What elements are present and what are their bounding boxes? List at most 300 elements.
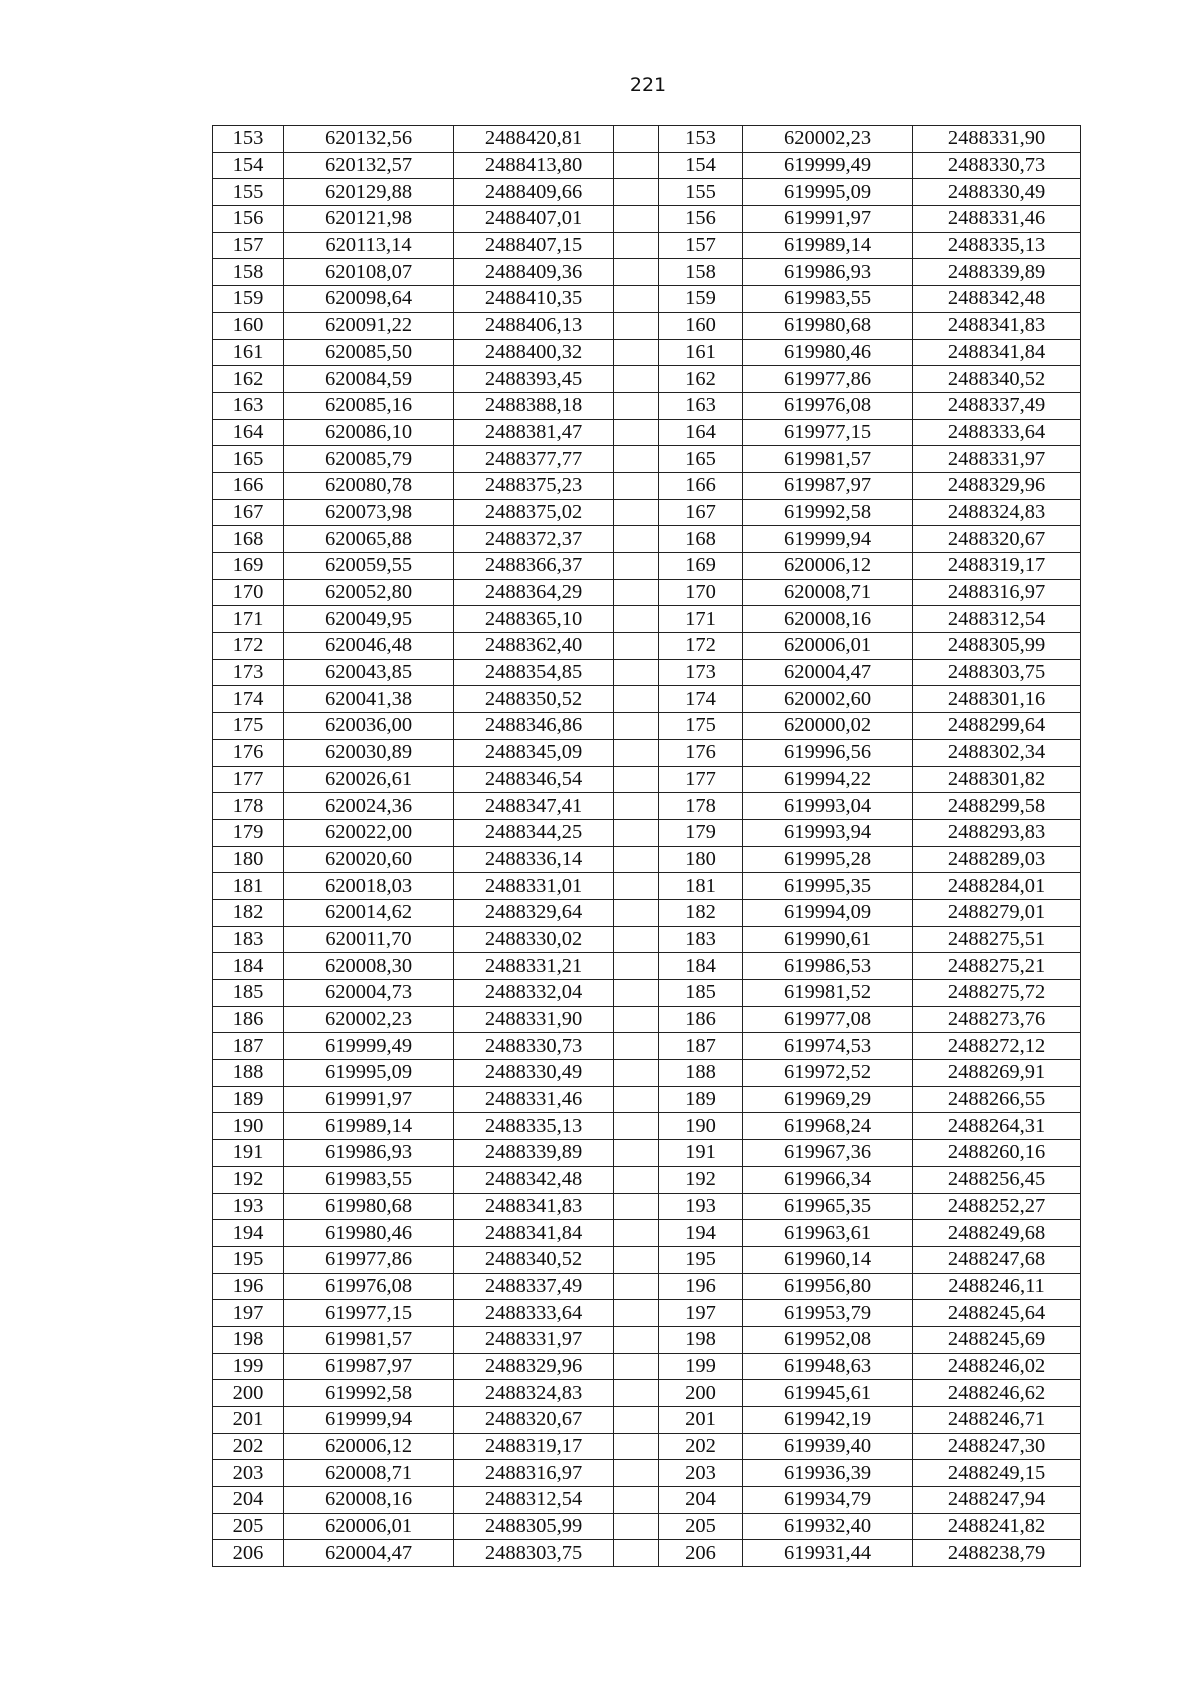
y-coordinate-cell: 2488331,21: [454, 953, 614, 980]
spacer-cell: [614, 446, 659, 473]
point-number-cell: 198: [213, 1326, 284, 1353]
x-coordinate-cell: 620000,02: [743, 713, 913, 740]
spacer-cell: [614, 1166, 659, 1193]
point-number-cell: 179: [213, 819, 284, 846]
table-row: [213, 339, 1081, 366]
x-coordinate-cell: 619980,68: [284, 1193, 454, 1220]
x-coordinate-cell: 620002,60: [743, 686, 913, 713]
x-coordinate-cell: 619931,44: [743, 1540, 913, 1567]
point-number-cell: 182: [659, 899, 743, 926]
x-coordinate-cell: 619969,29: [743, 1086, 913, 1113]
point-number-cell: 176: [659, 739, 743, 766]
spacer-cell: [614, 659, 659, 686]
point-number-cell: 189: [659, 1086, 743, 1113]
x-coordinate-cell: 619999,94: [284, 1407, 454, 1434]
y-coordinate-cell: 2488336,14: [454, 846, 614, 873]
y-coordinate-cell: 2488312,54: [454, 1487, 614, 1514]
spacer-cell: [614, 419, 659, 446]
table-row: [213, 739, 1081, 766]
x-coordinate-cell: 619981,57: [284, 1326, 454, 1353]
x-coordinate-cell: 619983,55: [743, 286, 913, 313]
spacer-cell: [614, 152, 659, 179]
x-coordinate-cell: 619996,56: [743, 739, 913, 766]
point-number-cell: 157: [659, 232, 743, 259]
table-row: [213, 286, 1081, 313]
table-row: [213, 526, 1081, 553]
point-number-cell: 156: [659, 206, 743, 233]
y-coordinate-cell: 2488331,90: [454, 1006, 614, 1033]
x-coordinate-cell: 619936,39: [743, 1460, 913, 1487]
x-coordinate-cell: 620014,62: [284, 899, 454, 926]
table-row: [213, 686, 1081, 713]
y-coordinate-cell: 2488409,66: [454, 179, 614, 206]
y-coordinate-cell: 2488320,67: [913, 526, 1081, 553]
y-coordinate-cell: 2488347,41: [454, 793, 614, 820]
point-number-cell: 165: [659, 446, 743, 473]
table-row: [213, 1060, 1081, 1087]
y-coordinate-cell: 2488319,17: [454, 1433, 614, 1460]
x-coordinate-cell: 620022,00: [284, 819, 454, 846]
x-coordinate-cell: 620046,48: [284, 633, 454, 660]
table-row: [213, 1326, 1081, 1353]
spacer-cell: [614, 1140, 659, 1167]
x-coordinate-cell: 619990,61: [743, 926, 913, 953]
point-number-cell: 187: [213, 1033, 284, 1060]
x-coordinate-cell: 620006,01: [284, 1513, 454, 1540]
point-number-cell: 165: [213, 446, 284, 473]
y-coordinate-cell: 2488299,58: [913, 793, 1081, 820]
point-number-cell: 155: [659, 179, 743, 206]
x-coordinate-cell: 619972,52: [743, 1060, 913, 1087]
x-coordinate-cell: 619965,35: [743, 1193, 913, 1220]
x-coordinate-cell: 619948,63: [743, 1353, 913, 1380]
point-number-cell: 184: [213, 953, 284, 980]
table-row: [213, 1273, 1081, 1300]
point-number-cell: 171: [659, 606, 743, 633]
spacer-cell: [614, 793, 659, 820]
table-row: [213, 1513, 1081, 1540]
point-number-cell: 158: [659, 259, 743, 286]
point-number-cell: 156: [213, 206, 284, 233]
point-number-cell: 201: [213, 1407, 284, 1434]
y-coordinate-cell: 2488362,40: [454, 633, 614, 660]
y-coordinate-cell: 2488344,25: [454, 819, 614, 846]
x-coordinate-cell: 619995,35: [743, 873, 913, 900]
x-coordinate-cell: 620041,38: [284, 686, 454, 713]
x-coordinate-cell: 620020,60: [284, 846, 454, 873]
y-coordinate-cell: 2488330,73: [454, 1033, 614, 1060]
point-number-cell: 191: [213, 1140, 284, 1167]
point-number-cell: 183: [659, 926, 743, 953]
table-row: [213, 312, 1081, 339]
point-number-cell: 206: [213, 1540, 284, 1567]
spacer-cell: [614, 1407, 659, 1434]
point-number-cell: 173: [213, 659, 284, 686]
y-coordinate-cell: 2488420,81: [454, 126, 614, 153]
point-number-cell: 153: [213, 126, 284, 153]
x-coordinate-cell: 620002,23: [284, 1006, 454, 1033]
point-number-cell: 161: [659, 339, 743, 366]
spacer-cell: [614, 1460, 659, 1487]
x-coordinate-cell: 619995,09: [743, 179, 913, 206]
x-coordinate-cell: 620052,80: [284, 579, 454, 606]
spacer-cell: [614, 873, 659, 900]
y-coordinate-cell: 2488252,27: [913, 1193, 1081, 1220]
point-number-cell: 176: [213, 739, 284, 766]
spacer-cell: [614, 953, 659, 980]
x-coordinate-cell: 619953,79: [743, 1300, 913, 1327]
spacer-cell: [614, 980, 659, 1007]
spacer-cell: [614, 286, 659, 313]
x-coordinate-cell: 620098,64: [284, 286, 454, 313]
x-coordinate-cell: 619976,08: [743, 392, 913, 419]
y-coordinate-cell: 2488305,99: [913, 633, 1081, 660]
x-coordinate-cell: 620113,14: [284, 232, 454, 259]
y-coordinate-cell: 2488340,52: [913, 366, 1081, 393]
y-coordinate-cell: 2488375,02: [454, 499, 614, 526]
x-coordinate-cell: 619999,49: [284, 1033, 454, 1060]
y-coordinate-cell: 2488329,64: [454, 899, 614, 926]
table-row: [213, 1487, 1081, 1514]
point-number-cell: 180: [213, 846, 284, 873]
y-coordinate-cell: 2488246,02: [913, 1353, 1081, 1380]
point-number-cell: 154: [659, 152, 743, 179]
point-number-cell: 160: [213, 312, 284, 339]
point-number-cell: 181: [213, 873, 284, 900]
table-row: [213, 206, 1081, 233]
point-number-cell: 170: [213, 579, 284, 606]
spacer-cell: [614, 1033, 659, 1060]
spacer-cell: [614, 899, 659, 926]
y-coordinate-cell: 2488246,11: [913, 1273, 1081, 1300]
y-coordinate-cell: 2488273,76: [913, 1006, 1081, 1033]
point-number-cell: 194: [213, 1220, 284, 1247]
y-coordinate-cell: 2488245,69: [913, 1326, 1081, 1353]
table-row: [213, 126, 1081, 153]
y-coordinate-cell: 2488407,15: [454, 232, 614, 259]
y-coordinate-cell: 2488324,83: [454, 1380, 614, 1407]
x-coordinate-cell: 619963,61: [743, 1220, 913, 1247]
x-coordinate-cell: 619977,86: [743, 366, 913, 393]
point-number-cell: 163: [659, 392, 743, 419]
point-number-cell: 173: [659, 659, 743, 686]
y-coordinate-cell: 2488275,51: [913, 926, 1081, 953]
x-coordinate-cell: 619977,86: [284, 1246, 454, 1273]
spacer-cell: [614, 1193, 659, 1220]
y-coordinate-cell: 2488381,47: [454, 419, 614, 446]
spacer-cell: [614, 1380, 659, 1407]
y-coordinate-cell: 2488339,89: [454, 1140, 614, 1167]
y-coordinate-cell: 2488279,01: [913, 899, 1081, 926]
spacer-cell: [614, 366, 659, 393]
x-coordinate-cell: 619942,19: [743, 1407, 913, 1434]
x-coordinate-cell: 619994,09: [743, 899, 913, 926]
x-coordinate-cell: 620080,78: [284, 472, 454, 499]
y-coordinate-cell: 2488388,18: [454, 392, 614, 419]
table-row: [213, 1006, 1081, 1033]
point-number-cell: 199: [213, 1353, 284, 1380]
spacer-cell: [614, 713, 659, 740]
y-coordinate-cell: 2488247,68: [913, 1246, 1081, 1273]
x-coordinate-cell: 620008,71: [743, 579, 913, 606]
x-coordinate-cell: 619945,61: [743, 1380, 913, 1407]
spacer-cell: [614, 339, 659, 366]
x-coordinate-cell: 620084,59: [284, 366, 454, 393]
spacer-cell: [614, 472, 659, 499]
x-coordinate-cell: 620043,85: [284, 659, 454, 686]
y-coordinate-cell: 2488341,83: [913, 312, 1081, 339]
point-number-cell: 195: [213, 1246, 284, 1273]
y-coordinate-cell: 2488299,64: [913, 713, 1081, 740]
y-coordinate-cell: 2488413,80: [454, 152, 614, 179]
table-row: [213, 1113, 1081, 1140]
y-coordinate-cell: 2488372,37: [454, 526, 614, 553]
point-number-cell: 186: [659, 1006, 743, 1033]
x-coordinate-cell: 619989,14: [284, 1113, 454, 1140]
x-coordinate-cell: 620085,16: [284, 392, 454, 419]
point-number-cell: 198: [659, 1326, 743, 1353]
coordinates-table: [212, 125, 1081, 1567]
table-row: [213, 499, 1081, 526]
table-row: [213, 953, 1081, 980]
y-coordinate-cell: 2488312,54: [913, 606, 1081, 633]
point-number-cell: 199: [659, 1353, 743, 1380]
x-coordinate-cell: 619993,94: [743, 819, 913, 846]
y-coordinate-cell: 2488331,97: [454, 1326, 614, 1353]
y-coordinate-cell: 2488331,01: [454, 873, 614, 900]
page-number: 221: [629, 74, 667, 96]
table-row: [213, 1140, 1081, 1167]
x-coordinate-cell: 620008,71: [284, 1460, 454, 1487]
x-coordinate-cell: 620059,55: [284, 553, 454, 580]
y-coordinate-cell: 2488393,45: [454, 366, 614, 393]
x-coordinate-cell: 619977,08: [743, 1006, 913, 1033]
y-coordinate-cell: 2488407,01: [454, 206, 614, 233]
point-number-cell: 172: [659, 633, 743, 660]
point-number-cell: 163: [213, 392, 284, 419]
spacer-cell: [614, 1220, 659, 1247]
x-coordinate-cell: 620018,03: [284, 873, 454, 900]
table-row: [213, 899, 1081, 926]
y-coordinate-cell: 2488350,52: [454, 686, 614, 713]
point-number-cell: 200: [659, 1380, 743, 1407]
y-coordinate-cell: 2488272,12: [913, 1033, 1081, 1060]
point-number-cell: 193: [213, 1193, 284, 1220]
point-number-cell: 177: [213, 766, 284, 793]
point-number-cell: 206: [659, 1540, 743, 1567]
x-coordinate-cell: 619977,15: [743, 419, 913, 446]
y-coordinate-cell: 2488345,09: [454, 739, 614, 766]
table-row: [213, 1086, 1081, 1113]
spacer-cell: [614, 126, 659, 153]
y-coordinate-cell: 2488330,02: [454, 926, 614, 953]
spacer-cell: [614, 526, 659, 553]
y-coordinate-cell: 2488333,64: [454, 1300, 614, 1327]
y-coordinate-cell: 2488329,96: [913, 472, 1081, 499]
table-row: [213, 1433, 1081, 1460]
y-coordinate-cell: 2488284,01: [913, 873, 1081, 900]
x-coordinate-cell: 620132,56: [284, 126, 454, 153]
point-number-cell: 203: [659, 1460, 743, 1487]
x-coordinate-cell: 619991,97: [743, 206, 913, 233]
spacer-cell: [614, 392, 659, 419]
spacer-cell: [614, 1086, 659, 1113]
point-number-cell: 180: [659, 846, 743, 873]
y-coordinate-cell: 2488333,64: [913, 419, 1081, 446]
point-number-cell: 205: [659, 1513, 743, 1540]
x-coordinate-cell: 620036,00: [284, 713, 454, 740]
point-number-cell: 169: [213, 553, 284, 580]
y-coordinate-cell: 2488331,46: [913, 206, 1081, 233]
x-coordinate-cell: 619995,28: [743, 846, 913, 873]
spacer-cell: [614, 1353, 659, 1380]
y-coordinate-cell: 2488260,16: [913, 1140, 1081, 1167]
x-coordinate-cell: 619991,97: [284, 1086, 454, 1113]
spacer-cell: [614, 606, 659, 633]
y-coordinate-cell: 2488341,84: [454, 1220, 614, 1247]
point-number-cell: 181: [659, 873, 743, 900]
y-coordinate-cell: 2488275,72: [913, 980, 1081, 1007]
y-coordinate-cell: 2488302,34: [913, 739, 1081, 766]
point-number-cell: 197: [213, 1300, 284, 1327]
y-coordinate-cell: 2488330,49: [454, 1060, 614, 1087]
spacer-cell: [614, 1246, 659, 1273]
x-coordinate-cell: 620129,88: [284, 179, 454, 206]
y-coordinate-cell: 2488337,49: [913, 392, 1081, 419]
point-number-cell: 167: [213, 499, 284, 526]
x-coordinate-cell: 619999,94: [743, 526, 913, 553]
point-number-cell: 175: [213, 713, 284, 740]
y-coordinate-cell: 2488269,91: [913, 1060, 1081, 1087]
x-coordinate-cell: 620004,47: [284, 1540, 454, 1567]
spacer-cell: [614, 499, 659, 526]
y-coordinate-cell: 2488335,13: [454, 1113, 614, 1140]
x-coordinate-cell: 619995,09: [284, 1060, 454, 1087]
x-coordinate-cell: 619960,14: [743, 1246, 913, 1273]
table-row: [213, 1407, 1081, 1434]
point-number-cell: 201: [659, 1407, 743, 1434]
y-coordinate-cell: 2488246,62: [913, 1380, 1081, 1407]
y-coordinate-cell: 2488316,97: [454, 1460, 614, 1487]
spacer-cell: [614, 312, 659, 339]
table-row: [213, 606, 1081, 633]
x-coordinate-cell: 620011,70: [284, 926, 454, 953]
x-coordinate-cell: 620004,47: [743, 659, 913, 686]
table-row: [213, 659, 1081, 686]
point-number-cell: 175: [659, 713, 743, 740]
y-coordinate-cell: 2488377,77: [454, 446, 614, 473]
x-coordinate-cell: 619932,40: [743, 1513, 913, 1540]
x-coordinate-cell: 620065,88: [284, 526, 454, 553]
y-coordinate-cell: 2488335,13: [913, 232, 1081, 259]
spacer-cell: [614, 1113, 659, 1140]
x-coordinate-cell: 620085,50: [284, 339, 454, 366]
point-number-cell: 202: [659, 1433, 743, 1460]
x-coordinate-cell: 620024,36: [284, 793, 454, 820]
y-coordinate-cell: 2488342,48: [913, 286, 1081, 313]
spacer-cell: [614, 1060, 659, 1087]
x-coordinate-cell: 619966,34: [743, 1166, 913, 1193]
spacer-cell: [614, 1300, 659, 1327]
point-number-cell: 182: [213, 899, 284, 926]
point-number-cell: 169: [659, 553, 743, 580]
table-row: [213, 819, 1081, 846]
x-coordinate-cell: 620132,57: [284, 152, 454, 179]
x-coordinate-cell: 619999,49: [743, 152, 913, 179]
spacer-cell: [614, 553, 659, 580]
y-coordinate-cell: 2488346,86: [454, 713, 614, 740]
point-number-cell: 162: [213, 366, 284, 393]
y-coordinate-cell: 2488331,46: [454, 1086, 614, 1113]
x-coordinate-cell: 620086,10: [284, 419, 454, 446]
point-number-cell: 202: [213, 1433, 284, 1460]
spacer-cell: [614, 179, 659, 206]
table-row: [213, 1380, 1081, 1407]
y-coordinate-cell: 2488341,84: [913, 339, 1081, 366]
point-number-cell: 160: [659, 312, 743, 339]
y-coordinate-cell: 2488319,17: [913, 553, 1081, 580]
y-coordinate-cell: 2488330,49: [913, 179, 1081, 206]
point-number-cell: 188: [659, 1060, 743, 1087]
table-row: [213, 793, 1081, 820]
y-coordinate-cell: 2488341,83: [454, 1193, 614, 1220]
y-coordinate-cell: 2488339,89: [913, 259, 1081, 286]
point-number-cell: 204: [213, 1487, 284, 1514]
x-coordinate-cell: 620026,61: [284, 766, 454, 793]
point-number-cell: 200: [213, 1380, 284, 1407]
spacer-cell: [614, 1513, 659, 1540]
point-number-cell: 205: [213, 1513, 284, 1540]
x-coordinate-cell: 619987,97: [743, 472, 913, 499]
point-number-cell: 194: [659, 1220, 743, 1247]
y-coordinate-cell: 2488320,67: [454, 1407, 614, 1434]
point-number-cell: 174: [659, 686, 743, 713]
x-coordinate-cell: 620008,30: [284, 953, 454, 980]
table-row: [213, 1460, 1081, 1487]
point-number-cell: 178: [213, 793, 284, 820]
x-coordinate-cell: 619992,58: [743, 499, 913, 526]
y-coordinate-cell: 2488293,83: [913, 819, 1081, 846]
y-coordinate-cell: 2488331,97: [913, 446, 1081, 473]
point-number-cell: 187: [659, 1033, 743, 1060]
point-number-cell: 197: [659, 1300, 743, 1327]
y-coordinate-cell: 2488303,75: [454, 1540, 614, 1567]
table-row: [213, 980, 1081, 1007]
table-row: [213, 579, 1081, 606]
point-number-cell: 185: [213, 980, 284, 1007]
point-number-cell: 183: [213, 926, 284, 953]
y-coordinate-cell: 2488324,83: [913, 499, 1081, 526]
x-coordinate-cell: 620091,22: [284, 312, 454, 339]
x-coordinate-cell: 619974,53: [743, 1033, 913, 1060]
point-number-cell: 192: [659, 1166, 743, 1193]
y-coordinate-cell: 2488400,32: [454, 339, 614, 366]
y-coordinate-cell: 2488247,30: [913, 1433, 1081, 1460]
spacer-cell: [614, 766, 659, 793]
x-coordinate-cell: 620121,98: [284, 206, 454, 233]
table-row: [213, 1246, 1081, 1273]
y-coordinate-cell: 2488305,99: [454, 1513, 614, 1540]
table-row: [213, 232, 1081, 259]
point-number-cell: 184: [659, 953, 743, 980]
x-coordinate-cell: 619952,08: [743, 1326, 913, 1353]
point-number-cell: 192: [213, 1166, 284, 1193]
spacer-cell: [614, 579, 659, 606]
point-number-cell: 171: [213, 606, 284, 633]
y-coordinate-cell: 2488331,90: [913, 126, 1081, 153]
x-coordinate-cell: 620006,01: [743, 633, 913, 660]
point-number-cell: 167: [659, 499, 743, 526]
